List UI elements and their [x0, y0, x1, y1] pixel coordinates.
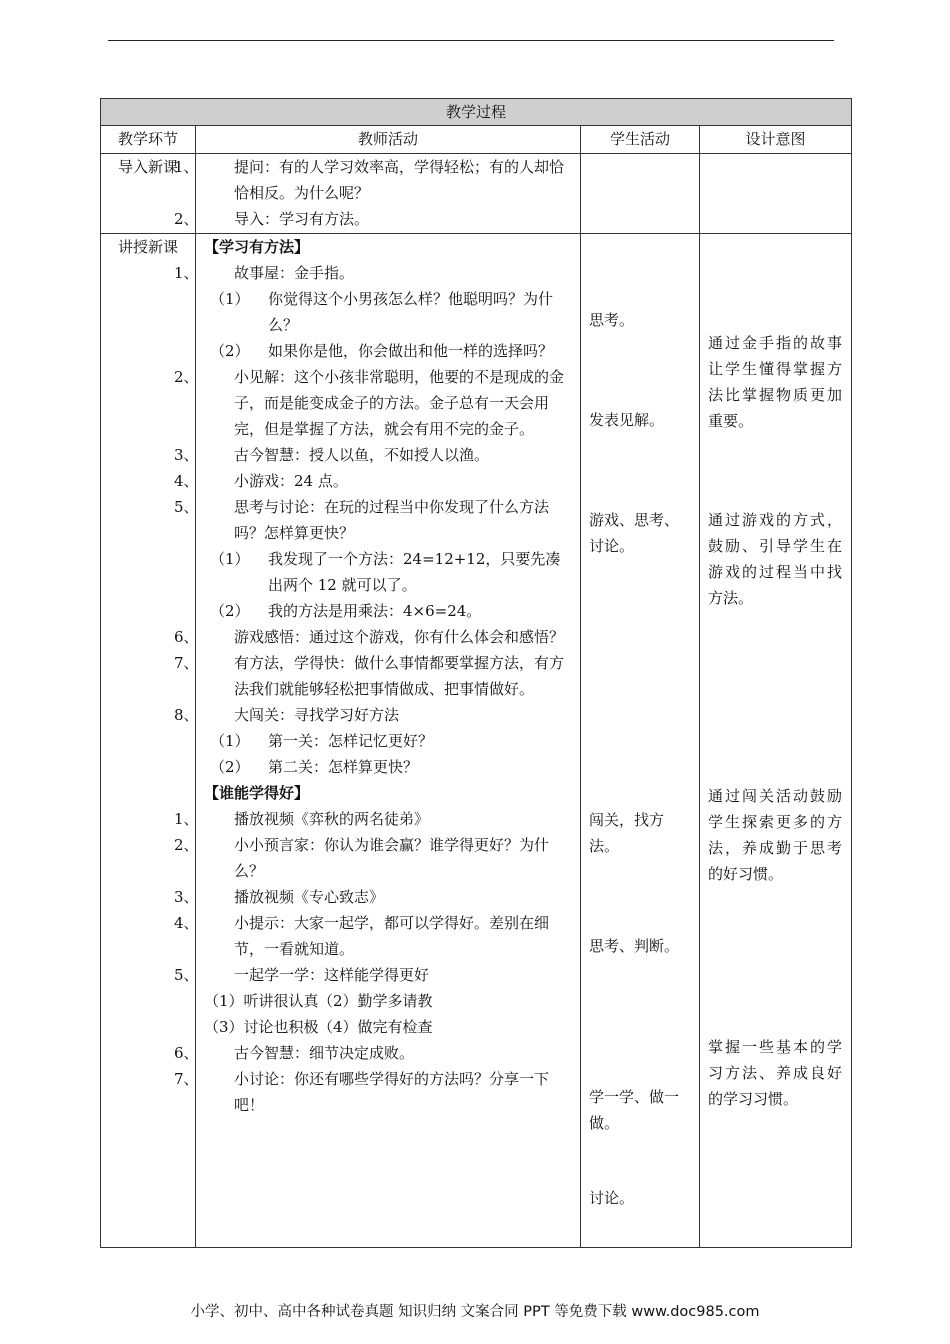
- list-item: 7、 有方法，学得快：做什么事情都要掌握方法，有方法我们就能够轻松把事情做成、把事情做好。: [174, 654, 565, 698]
- list-item: 6、 古今智慧：细节决定成败。: [174, 1044, 415, 1062]
- list-item: 7、 小讨论：你还有哪些学得好的方法吗？分享一下吧！: [174, 1070, 550, 1114]
- list-item: 8、 大闯关：寻找学习好方法: [174, 706, 400, 724]
- section-heading: 【谁能学得好】: [204, 784, 310, 802]
- header-stage: 教学环节: [101, 126, 196, 154]
- list-item: 4、 小游戏：24 点。: [174, 472, 348, 490]
- table-title: 教学过程: [101, 99, 852, 126]
- design-intent: 通过金手指的故事让学生懂得掌握方法比掌握物质更加重要。: [708, 334, 842, 430]
- sub-item: （1） 第一关：怎样记忆更好？: [210, 732, 434, 750]
- list-item: 2、 小见解：这个小孩非常聪明，他要的不是现成的金子，而是能变成金子的方法。金子总有一天会用完，但是掌握了方法，就会有用不完的金子。: [174, 368, 565, 438]
- method-pair: （1）听讲很认真（2）勤学多请教: [204, 992, 433, 1010]
- teaching-process-table: [100, 98, 852, 1248]
- header-rule: [108, 40, 834, 41]
- sub-item: （2） 第二关：怎样算更快？: [210, 758, 419, 776]
- sub-item: （1） 你觉得这个小男孩怎么样？他聪明吗？为什么？: [210, 290, 554, 334]
- student-activity: 讨论。: [589, 1189, 635, 1207]
- student-lesson: [581, 234, 700, 1248]
- student-activity: 发表见解。: [589, 411, 665, 429]
- sub-item: （2） 如果你是他，你会做出和他一样的选择吗？: [210, 342, 554, 360]
- design-intent: 掌握一些基本的学习方法、养成良好的学习习惯。: [708, 1038, 842, 1108]
- student-activity: 学一学、做一做。: [589, 1088, 680, 1132]
- stage-lesson: 讲授新课: [101, 234, 196, 1248]
- section-heading: 【学习有方法】: [204, 238, 310, 256]
- student-intro: [581, 154, 700, 234]
- list-item: 3、 播放视频《专心致志》: [174, 888, 385, 906]
- method-pair: （3）讨论也积极（4）做完有检查: [204, 1018, 433, 1036]
- stage-intro: 导入新课: [101, 154, 196, 234]
- list-item: 4、 小提示：大家一起学，都可以学得好。差别在细节，一看就知道。: [174, 914, 550, 958]
- header-design: 设计意图: [700, 126, 852, 154]
- header-teacher: 教师活动: [196, 126, 581, 154]
- list-item: 1、 提问：有的人学习效率高，学得轻松；有的人却恰恰相反。为什么呢？: [174, 158, 565, 202]
- sub-item: （2） 我的方法是用乘法：4×6=24。: [210, 602, 482, 620]
- footer-text: 小学、初中、高中各种试卷真题 知识归纳 文案合同 PPT 等免费下载 www.doc985.com: [190, 1304, 760, 1320]
- list-item: 5、 思考与讨论：在玩的过程当中你发现了什么方法吗？怎样算更快？: [174, 498, 550, 542]
- list-item: 6、 游戏感悟：通过这个游戏，你有什么体会和感悟？: [174, 628, 565, 646]
- student-activity: 游戏、思考、讨论。: [589, 511, 680, 555]
- design-lesson: [700, 234, 852, 1248]
- student-activity: 思考、判断。: [589, 937, 680, 955]
- design-intent: 通过闯关活动鼓励学生探索更多的方法，养成勤于思考的好习惯。: [708, 787, 842, 883]
- header-student: 学生活动: [581, 126, 700, 154]
- student-activity: 闯关，找方法。: [589, 811, 665, 855]
- design-intent: 通过游戏的方式，鼓励、引导学生在游戏的过程当中找方法。: [708, 511, 842, 607]
- teacher-intro: [174, 154, 581, 234]
- list-item: 2、 小小预言家：你认为谁会赢？谁学得更好？为什么？: [174, 836, 550, 880]
- teacher-lesson: [174, 234, 581, 1248]
- design-intro: [700, 154, 852, 234]
- list-item: 2、 导入：学习有方法。: [174, 210, 370, 228]
- sub-item: （1） 我发现了一个方法：24=12+12，只要先凑出两个 12 就可以了。: [210, 550, 561, 594]
- list-item: 3、 古今智慧：授人以鱼，不如授人以渔。: [174, 446, 490, 464]
- list-item: 1、 播放视频《弈秋的两名徒弟》: [174, 810, 430, 828]
- list-item: 1、 故事屋：金手指。: [174, 264, 355, 282]
- list-item: 5、 一起学一学：这样能学得更好: [174, 966, 430, 984]
- student-activity: 思考。: [589, 311, 635, 329]
